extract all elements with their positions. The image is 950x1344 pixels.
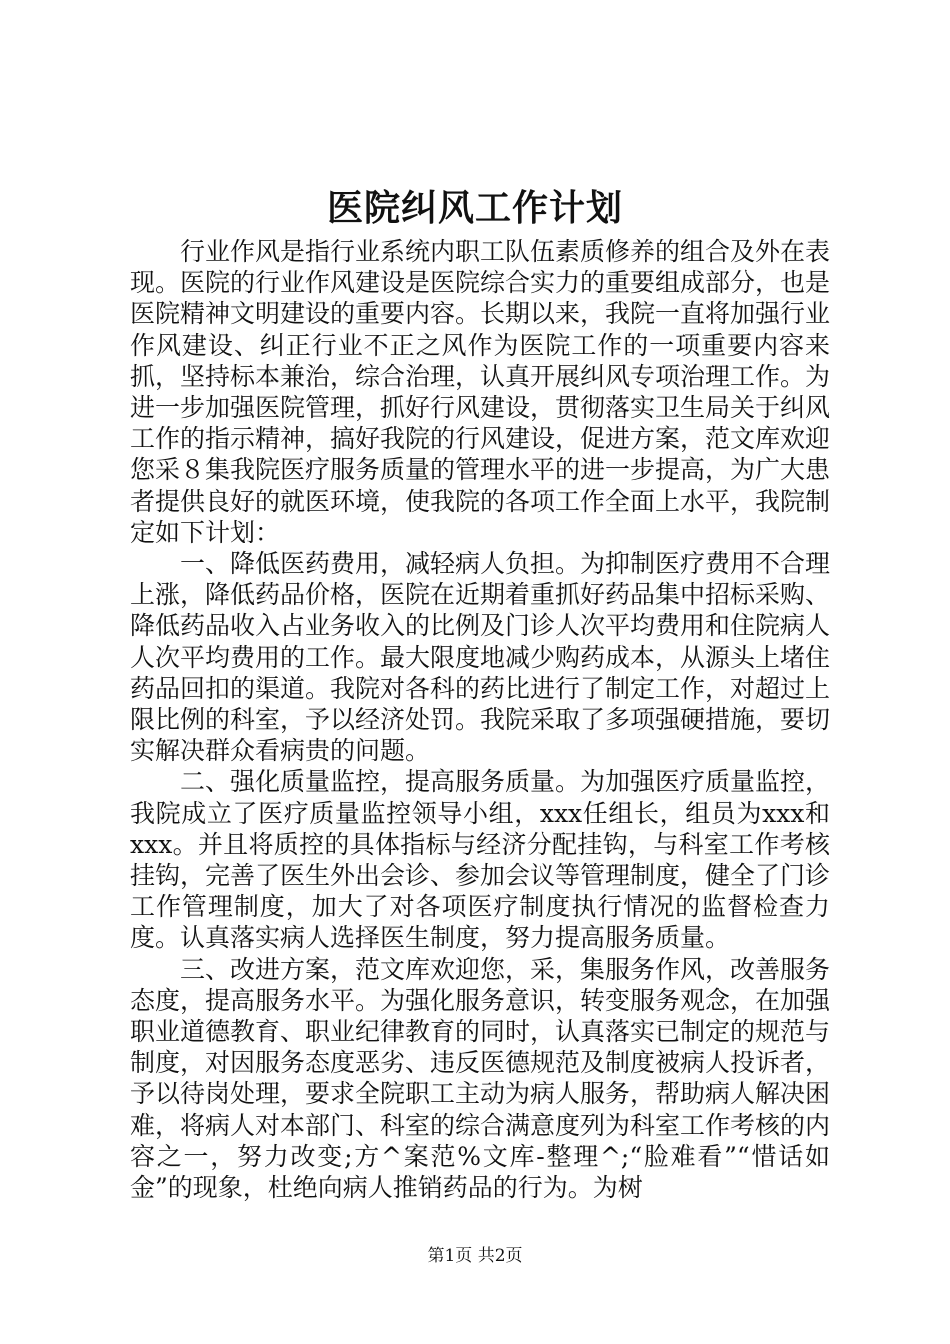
document-title: 医院纠风工作计划: [326, 187, 623, 229]
intro-paragraph: 行业作风是指行业系统内职工队伍素质修养的组合及外在表现。医院的行业作风建设是医院综合实力的重要组成部分，也是医院精神文明建设的重要内容。长期以来，我院一直将加强行业作风建设、纠正行业不正之风作为医院工作的一项重要内容来抓，坚持标本兼治，综合治理，认真开展纠风专项治理工作。为进一步加强医院管理，抓好行风建设，贯彻落实卫生局关于纠风工作的指示精神，搞好我院的行风建设，促进方案，范文库欢迎您采８集我院医疗服务质量的管理水平的进一步提高，为广大患者提供良好的就医环境，使我院的各项工作全面上水平，我院制定如下计划：: [130, 237, 831, 547]
section-2-paragraph: 二、强化质量监控，提高服务质量。为加强医疗质量监控，我院成立了医疗质量监控领导小组，xxx任组长，组员为xxx和xxx。并且将质控的具体指标与经济分配挂钩，与科室工作考核挂钩，完善了医生外出会诊、参加会议等管理制度，健全了门诊工作管理制度，加大了对各项医疗制度执行情况的监督检查力度。认真落实病人选择医生制度，努力提高服务质量。: [130, 767, 831, 953]
section-1-paragraph: 一、降低医药费用，减轻病人负担。为抑制医疗费用不合理上涨，降低药品价格，医院在近期着重抓好药品集中招标采购、降低药品收入占业务收入的比例及门诊人次平均费用和住院病人人次平均费用的工作。最大限度地减少购药成本，从源头上堵住药品回扣的渠道。我院对各科的药比进行了制定工作，对超过上限比例的科室，予以经济处罚。我院采取了多项强硬措施，要切实解决群众看病贵的问题。: [130, 549, 831, 766]
document-body: [130, 236, 830, 1203]
section-3-paragraph: 三、改进方案，范文库欢迎您，采，集服务作风，改善服务态度，提高服务水平。为强化服务意识，转变服务观念，在加强职业道德教育、职业纪律教育的同时，认真落实已制定的规范与制度，对因服务态度恶劣、违反医德规范及制度被病人投诉者，予以待岗处理，要求全院职工主动为病人服务，帮助病人解决困难，将病人对本部门、科室的综合满意度列为科室工作考核的内容之一，努力改变;方^案范%文库-整理^;“脸难看”“惜话如金”的现象，杜绝向病人推销药品的行为。为树: [130, 954, 831, 1203]
page-footer: 第1页 共2页: [427, 1246, 523, 1266]
